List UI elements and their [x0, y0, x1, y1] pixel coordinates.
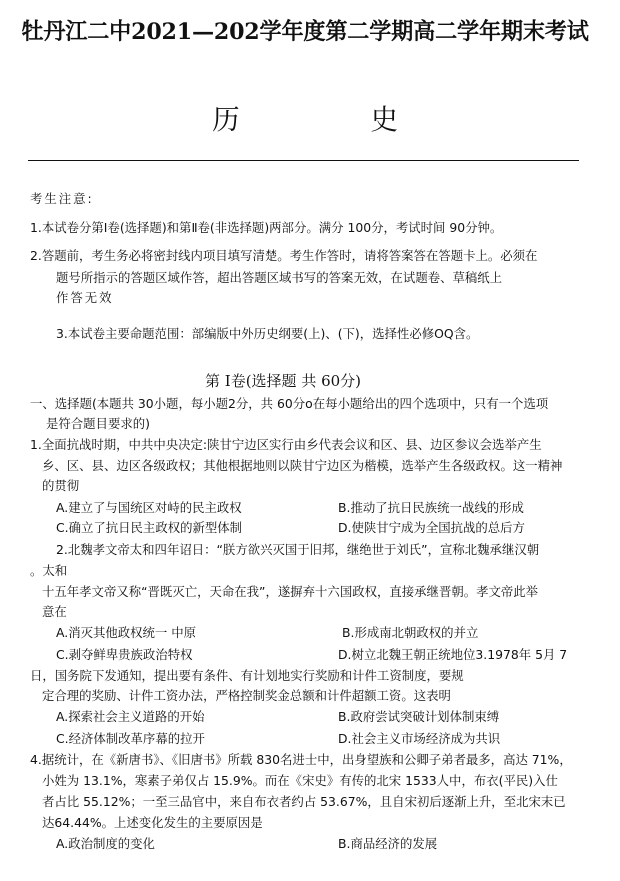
section-instructions-line-2: 是符合题目要求的): [46, 416, 150, 431]
notice-item-1: 1.本试卷分第Ⅰ卷(选择题)和第Ⅱ卷(非选择题)两部分。满分 100分，考试时间 90分钟。: [30, 220, 503, 235]
notice-item-2-line-1: 2.答题前，考生务必将密封线内项目填写清楚。考生作答时，请将答案答在答题卡上。必须在: [30, 248, 538, 263]
notice-item-2-line-3: 作答无效: [56, 290, 114, 305]
q4-stem-line-2: 小姓为 13.1%，寒素子弟仅占 15.9%。而在《宋史》有传的北宋 1533人中，布衣(平民)入仕: [42, 773, 558, 788]
q2-stem-line-4: 意在: [42, 604, 67, 619]
q1-stem-line-2: 乡、区、县、边区各级政权；其他根据地则以陕甘宁边区为楷模，选举产生各级政权。这一精神: [42, 458, 563, 473]
notice-item-2-line-2: 题号所指示的答题区域作答，超出答题区域书写的答案无效，在试题卷、草稿纸上: [56, 270, 503, 285]
section-instructions-line-1: 一、选择题(本题共 30小题，每小题2分，共 60分o在每小题给出的四个选项中，只有一个选项: [30, 396, 549, 411]
q4-stem-line-3: 者占比 55.12%；一至三品官中，来自布衣者约占 53.67%，且自宋初后逐渐上升，至北宋末已: [42, 794, 566, 809]
q3-stem-line-2: 定合理的奖励、计件工资办法，严格控制奖金总额和计件超额工资。这表明: [42, 688, 451, 703]
q3-option-b: B.政府尝试突破计划体制束缚: [338, 709, 500, 724]
notice-item-3: 3.本试卷主要命题范围：部编版中外历史纲要(上)、(下)，选择性必修OQ含。: [56, 326, 479, 341]
section-title: 第 Ⅰ卷(选择题 共 60分): [205, 372, 362, 390]
q2-option-a: A.消灭其他政权统一 中原: [56, 625, 197, 640]
q1-option-b: B.推动了抗日民族统一战线的形成: [338, 500, 524, 515]
q4-stem-line-1: 4.据统计，在《新唐书》、《旧唐书》所载 830名进士中，出身望族和公卿子弟者最多，高达 71%，: [30, 752, 572, 767]
q4-option-a: A.政治制度的变化: [56, 836, 155, 851]
q2-option-b: B.形成南北朝政权的并立: [342, 625, 479, 640]
q3-option-a: A.探索社会主义道路的开始: [56, 709, 205, 724]
notice-heading: 考生注意:: [30, 191, 94, 206]
q2-stem-line-3: 十五年孝文帝又称“晋既灭亡，天命在我”，遂摒弃十六国政权，直接承继晋朝。孝文帝此举: [42, 584, 539, 599]
q2-option-c: C.剥夺鲜卑贵族政治特权: [56, 647, 193, 662]
header-divider: [28, 160, 579, 161]
q1-stem-line-3: 的贯彻: [42, 478, 80, 493]
exam-title: 牡丹江二中2021—202学年度第二学期高二学年期末考试: [21, 19, 589, 45]
q2-stem-line-2: 。太和: [30, 563, 68, 578]
q3-option-c: C.经济体制改革序幕的拉开: [56, 731, 205, 746]
subject-title: 历 史: [212, 103, 459, 136]
q4-stem-line-4: 达64.44%。上述变化发生的主要原因是: [42, 815, 263, 830]
q1-option-a: A.建立了与国统区对峙的民主政权: [56, 500, 242, 515]
q1-option-d: D.使陕甘宁成为全国抗战的总后方: [338, 520, 525, 535]
q2-stem-line-1: 2.北魏孝文帝太和四年诏日：“朕方欲兴灭国于旧邦，继绝世于刘氏”，宣称北魏承继汉朝: [56, 542, 540, 557]
q4-option-b: B.商品经济的发展: [338, 836, 438, 851]
q3-stem-line-1: 日，国务院下发通知，提出要有条件、有计划地实行奖励和计件工资制度，要规: [30, 668, 464, 683]
q2-option-d: D.树立北魏王朝正统地位3.1978年 5月 7: [338, 647, 568, 662]
q1-stem-line-1: 1.全面抗战时期，中共中央决定:陕甘宁边区实行由乡代表会议和区、县、边区参议会选举产生: [30, 437, 542, 452]
q1-option-c: C.确立了抗日民主政权的新型体制: [56, 520, 243, 535]
q3-option-d: D.社会主义市场经济成为共识: [338, 731, 501, 746]
